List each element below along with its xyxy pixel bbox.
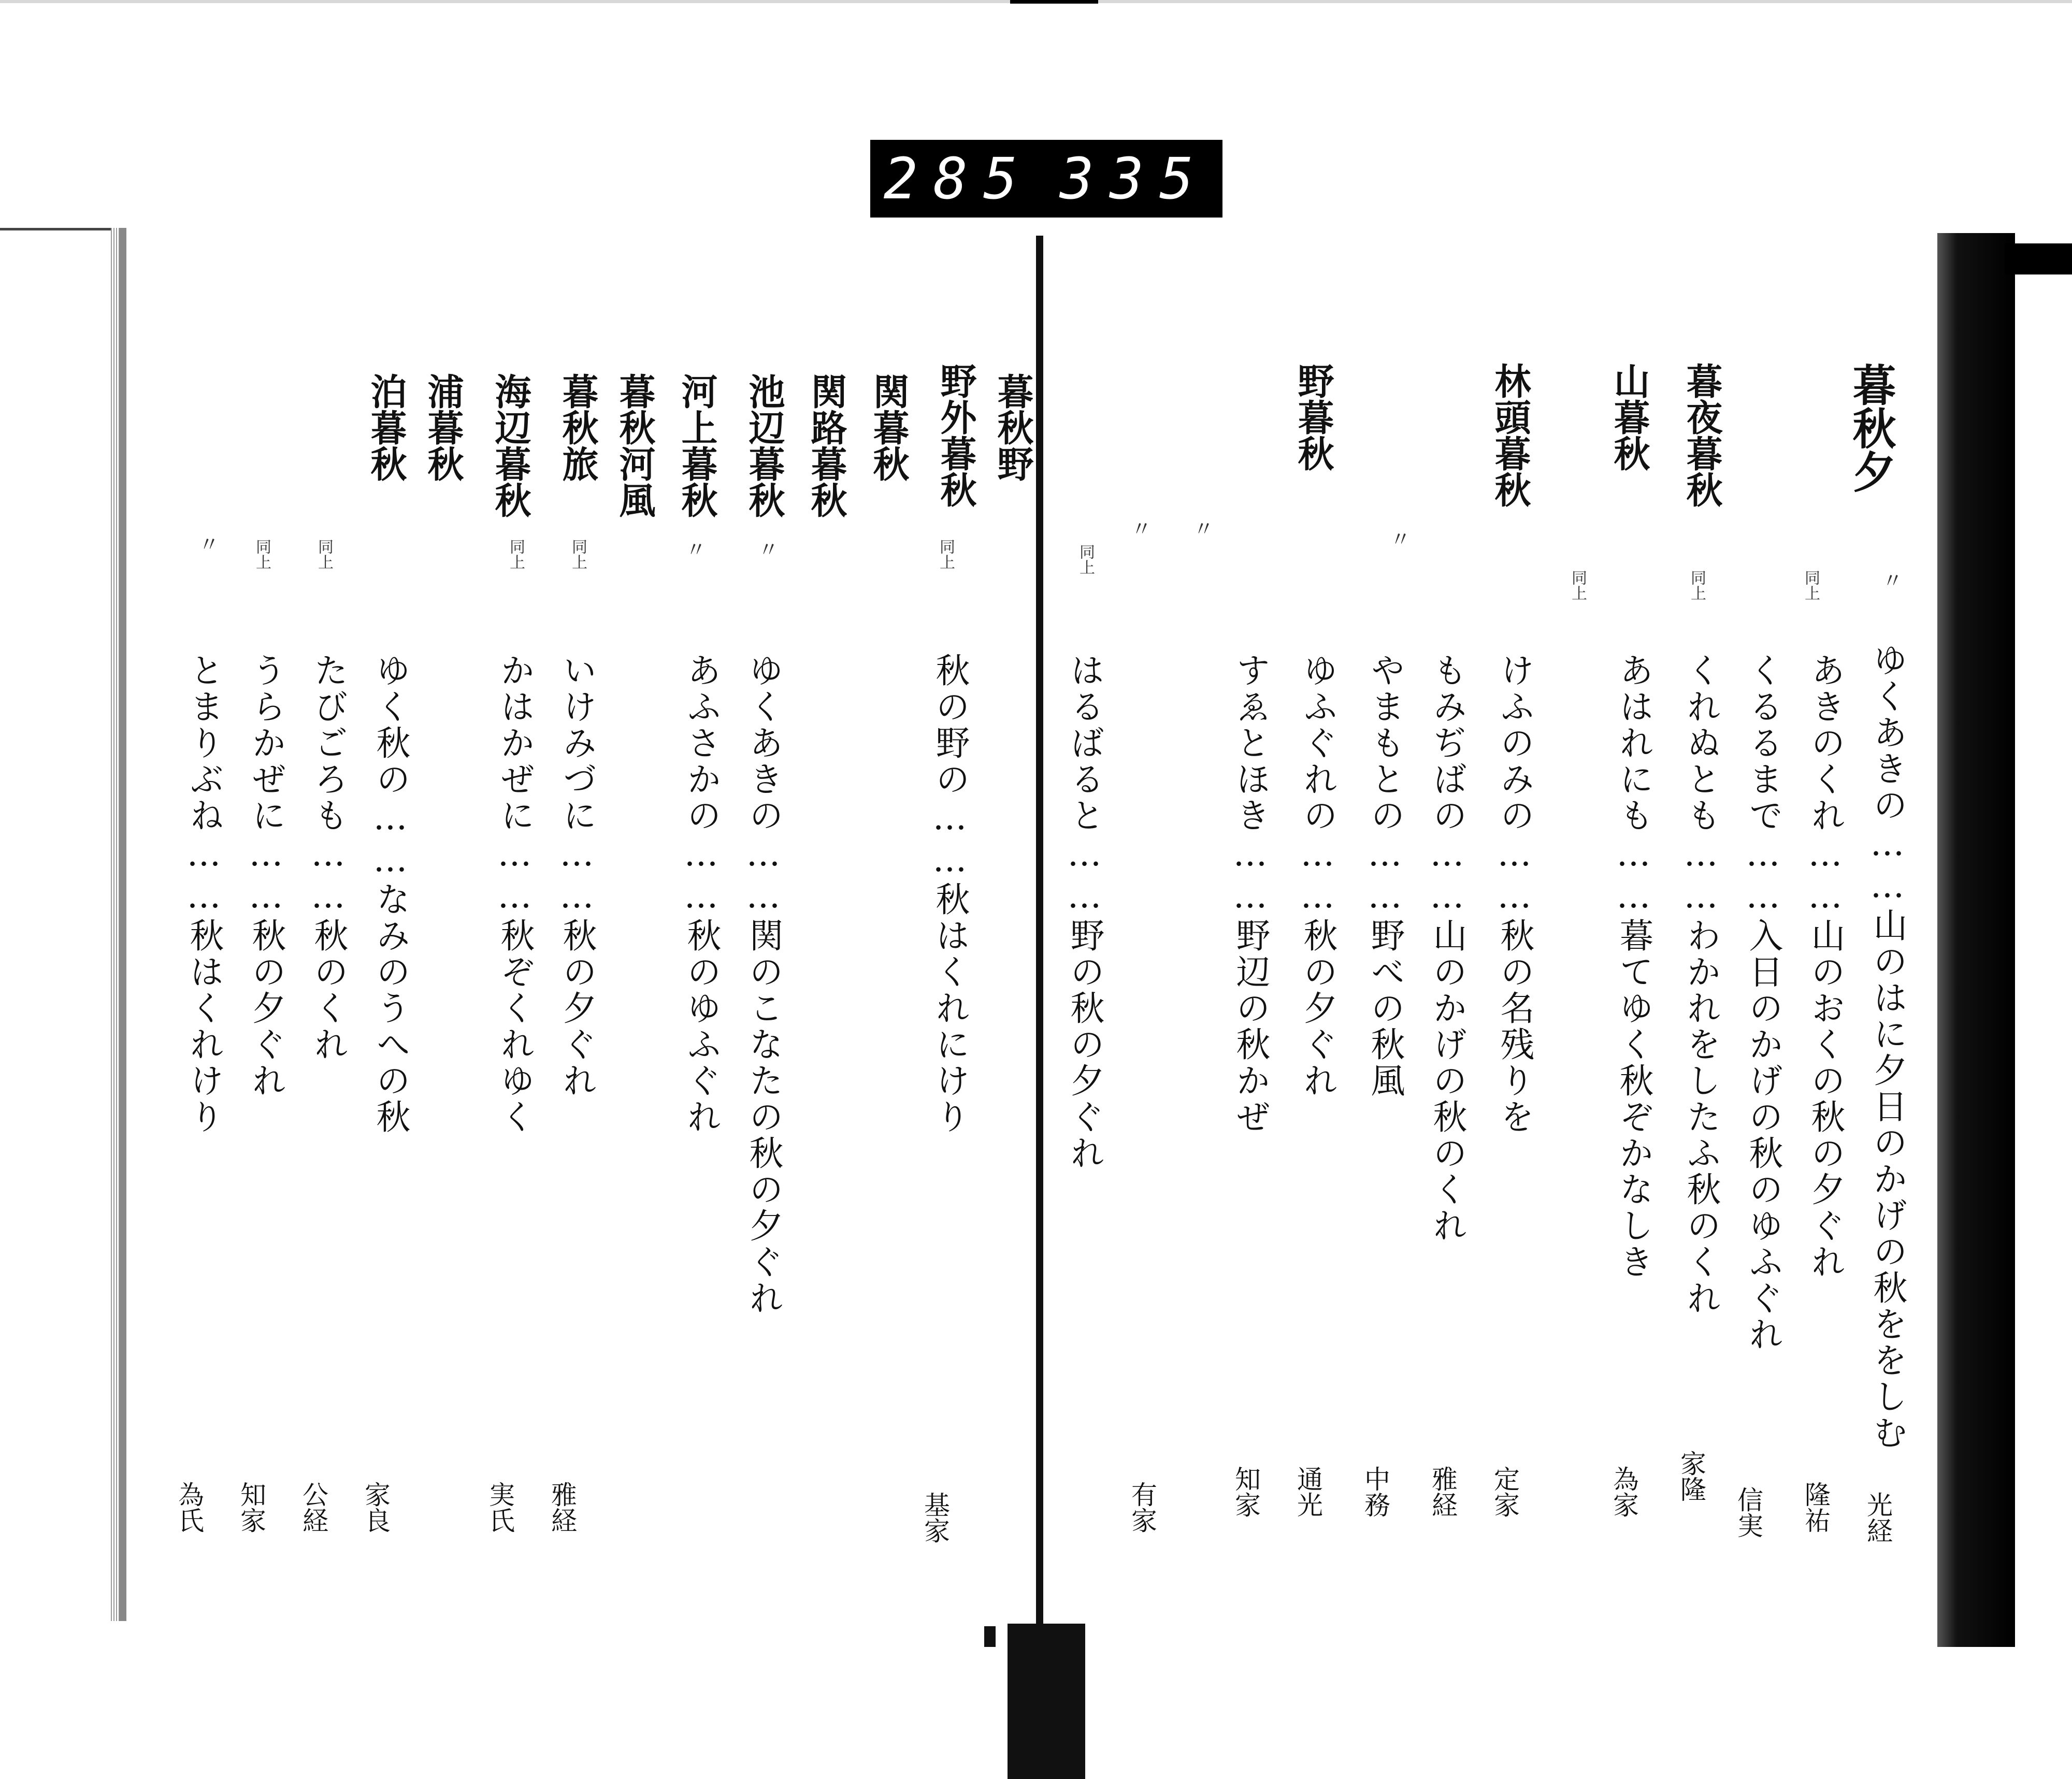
poem-line: けふのみの……秋の名残りを	[1494, 653, 1534, 1135]
poem-line: かはかぜに……秋ぞくれゆく	[495, 653, 535, 1135]
repeat-mark: 〃	[1387, 528, 1411, 549]
repeat-mark: 〃	[682, 539, 706, 559]
source-note: 同上	[507, 539, 525, 570]
heading: 暮秋旅	[556, 373, 599, 482]
source-note: 同上	[1688, 570, 1706, 601]
heading: 山暮秋	[1608, 363, 1651, 471]
author-name: 光経	[1863, 1492, 1893, 1543]
repeat-mark: 〃	[1190, 518, 1214, 539]
author-name: 中務	[1360, 1466, 1390, 1517]
source-note: 同上	[1569, 570, 1587, 601]
author-name: 雅経	[547, 1481, 577, 1533]
source-note: 同上	[315, 539, 333, 570]
heading: 野暮秋	[1292, 363, 1335, 471]
heading: 林頭暮秋	[1489, 363, 1532, 508]
frame-counter	[870, 140, 1222, 218]
poem-line: ゆく秋の……なみのうへの秋	[370, 653, 410, 1135]
frame-counter-left: 285	[883, 146, 1033, 212]
poem-line: うらかぜに……秋の夕ぐれ	[246, 653, 286, 1099]
repeat-mark: 〃	[195, 533, 219, 554]
poem-line: ゆくあきの……関のこなたの秋の夕ぐれ	[743, 653, 783, 1317]
source-note: 同上	[937, 539, 955, 570]
poem-line: あきのくれ……山のおくの秋の夕ぐれ	[1805, 653, 1845, 1280]
poem-line: やまもとの……野べの秋風	[1365, 653, 1405, 1099]
repeat-mark: 〃	[1879, 570, 1903, 590]
poem-line: すゑとほき……野辺の秋かぜ	[1230, 653, 1270, 1135]
poem-line: いけみづに……秋の夕ぐれ	[557, 653, 597, 1099]
source-note: 同上	[253, 539, 271, 570]
author-name: 定家	[1490, 1466, 1520, 1517]
heading: 暮秋野	[991, 373, 1034, 482]
poem-line: 秋の野の……秋はくれにけり	[930, 653, 970, 1135]
heading: 浦暮秋	[422, 373, 465, 482]
repeat-mark: 〃	[755, 539, 779, 559]
author-name: 知家	[236, 1481, 266, 1533]
poem-line: くれぬとも……わかれをしたふ秋のくれ	[1681, 653, 1721, 1317]
heading: 野外暮秋	[934, 363, 977, 508]
heading: 関路暮秋	[805, 373, 848, 518]
book-edge	[1937, 233, 2015, 1647]
page-clip	[1008, 1624, 1085, 1779]
author-name: 隆祐	[1801, 1481, 1831, 1533]
heading: 暮秋河風	[613, 373, 656, 518]
source-note: 同上	[1076, 544, 1095, 575]
author-name: 家良	[361, 1481, 391, 1533]
heading: 池辺暮秋	[743, 373, 786, 518]
author-name: 通光	[1293, 1466, 1323, 1517]
poem-line: もみぢばの……山のかげの秋のくれ	[1427, 653, 1467, 1244]
scan-dash	[0, 228, 119, 230]
section-title: 暮秋夕	[1846, 363, 1897, 493]
author-name: 実氏	[485, 1481, 515, 1533]
scan-mark-right	[2005, 243, 2072, 274]
author-name: 公経	[298, 1481, 328, 1533]
heading: 泊暮秋	[365, 373, 408, 482]
source-note: 同上	[569, 539, 587, 570]
author-name: 家隆	[1676, 1450, 1706, 1502]
author-name: 為家	[1609, 1466, 1639, 1517]
heading: 河上暮秋	[675, 373, 718, 518]
poem-line: はるばると……野の秋の夕ぐれ	[1064, 653, 1104, 1171]
poem-line: くるるまで……入日のかげの秋のゆふぐれ	[1743, 653, 1783, 1353]
scan-mark-top	[1010, 0, 1098, 4]
source-note: 同上	[1802, 570, 1820, 601]
repeat-mark: 〃	[1128, 518, 1152, 539]
author-name: 信実	[1733, 1486, 1763, 1538]
poem-line: とまりぶね……秋はくれけり	[184, 653, 224, 1135]
page-clip-mark	[984, 1626, 996, 1647]
heading: 海辺暮秋	[489, 373, 532, 518]
poem-line: ゆふぐれの……秋の夕ぐれ	[1298, 653, 1337, 1099]
author-name: 為氏	[174, 1481, 204, 1533]
poem-line: あふさかの……秋のゆふぐれ	[681, 653, 721, 1135]
heading: 関暮秋	[867, 373, 910, 482]
poem-line: ゆくあきの……山のはに夕日のかげの秋ををしむ	[1867, 642, 1907, 1451]
poem-line: たびごろも……秋のくれ	[308, 653, 348, 1063]
frame-counter-right: 335	[1059, 146, 1210, 212]
heading: 暮夜暮秋	[1680, 363, 1723, 508]
author-name: 雅経	[1428, 1466, 1458, 1517]
author-name: 基家	[920, 1492, 950, 1543]
author-name: 知家	[1231, 1466, 1261, 1517]
book-gutter	[1036, 236, 1043, 1629]
author-name: 有家	[1127, 1481, 1157, 1533]
poem-line: あはれにも……暮てゆく秋ぞかなしき	[1614, 653, 1653, 1280]
